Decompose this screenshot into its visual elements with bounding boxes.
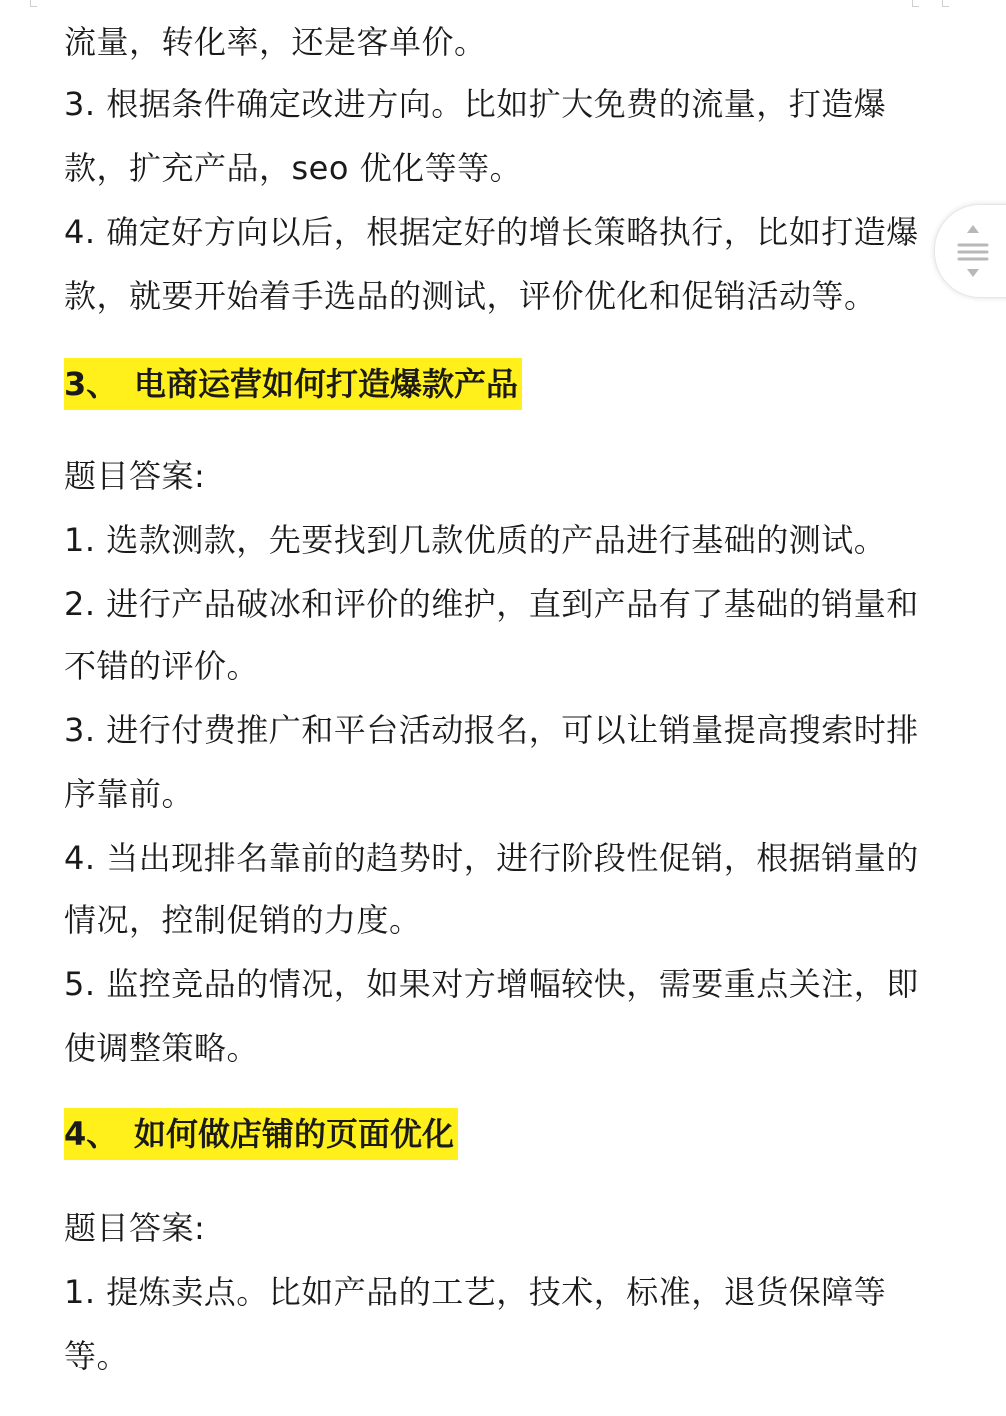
heading-number: 3、 — [64, 365, 119, 403]
answer-label: 题目答案: — [64, 1209, 206, 1247]
list-item-4: 4. 当出现排名靠前的趋势时，进行阶段性促销，根据销量的 — [64, 839, 919, 877]
text-line: 不错的评价。 — [64, 647, 260, 685]
list-item-3: 3. 根据条件确定改进方向。比如扩大免费的流量，打造爆 — [64, 85, 887, 123]
list-item-4: 4. 确定好方向以后，根据定好的增长策略执行，比如打造爆 — [64, 213, 919, 251]
text-line: 情况，控制促销的力度。 — [64, 901, 422, 939]
text-line: 款，就要开始着手选品的测试，评价优化和促销活动等。 — [64, 277, 877, 315]
text-line: 序靠前。 — [64, 775, 195, 813]
top-edge — [0, 0, 1006, 6]
section-heading-4 — [64, 1108, 458, 1160]
scroll-handle-icon — [953, 221, 993, 281]
text-line: 等。 — [64, 1337, 130, 1375]
heading-title: 如何做店铺的页面优化 — [134, 1115, 455, 1153]
heading-title: 电商运营如何打造爆款产品 — [134, 365, 519, 403]
corner-mark-right-2 — [942, 0, 949, 7]
answer-label: 题目答案: — [64, 457, 206, 495]
heading-number: 4、 — [64, 1115, 119, 1153]
list-item-3: 3. 进行付费推广和平台活动报名，可以让销量提高搜索时排 — [64, 711, 919, 749]
corner-mark-right — [912, 0, 919, 7]
text-line: 流量，转化率，还是客单价。 — [64, 23, 487, 61]
section-heading-3 — [64, 358, 522, 410]
list-item-5: 5. 监控竞品的情况，如果对方增幅较快，需要重点关注，即 — [64, 965, 919, 1003]
text-line: 款，扩充产品，seo 优化等等。 — [64, 149, 523, 187]
list-item-2: 2. 进行产品破冰和评价的维护，直到产品有了基础的销量和 — [64, 585, 919, 623]
list-item-1: 1. 提炼卖点。比如产品的工艺，技术，标准，退货保障等 — [64, 1273, 887, 1311]
list-item-1: 1. 选款测款，先要找到几款优质的产品进行基础的测试。 — [64, 521, 887, 559]
text-line: 使调整策略。 — [64, 1029, 260, 1067]
corner-mark-left — [30, 0, 37, 7]
scroll-handle[interactable] — [934, 204, 1006, 298]
